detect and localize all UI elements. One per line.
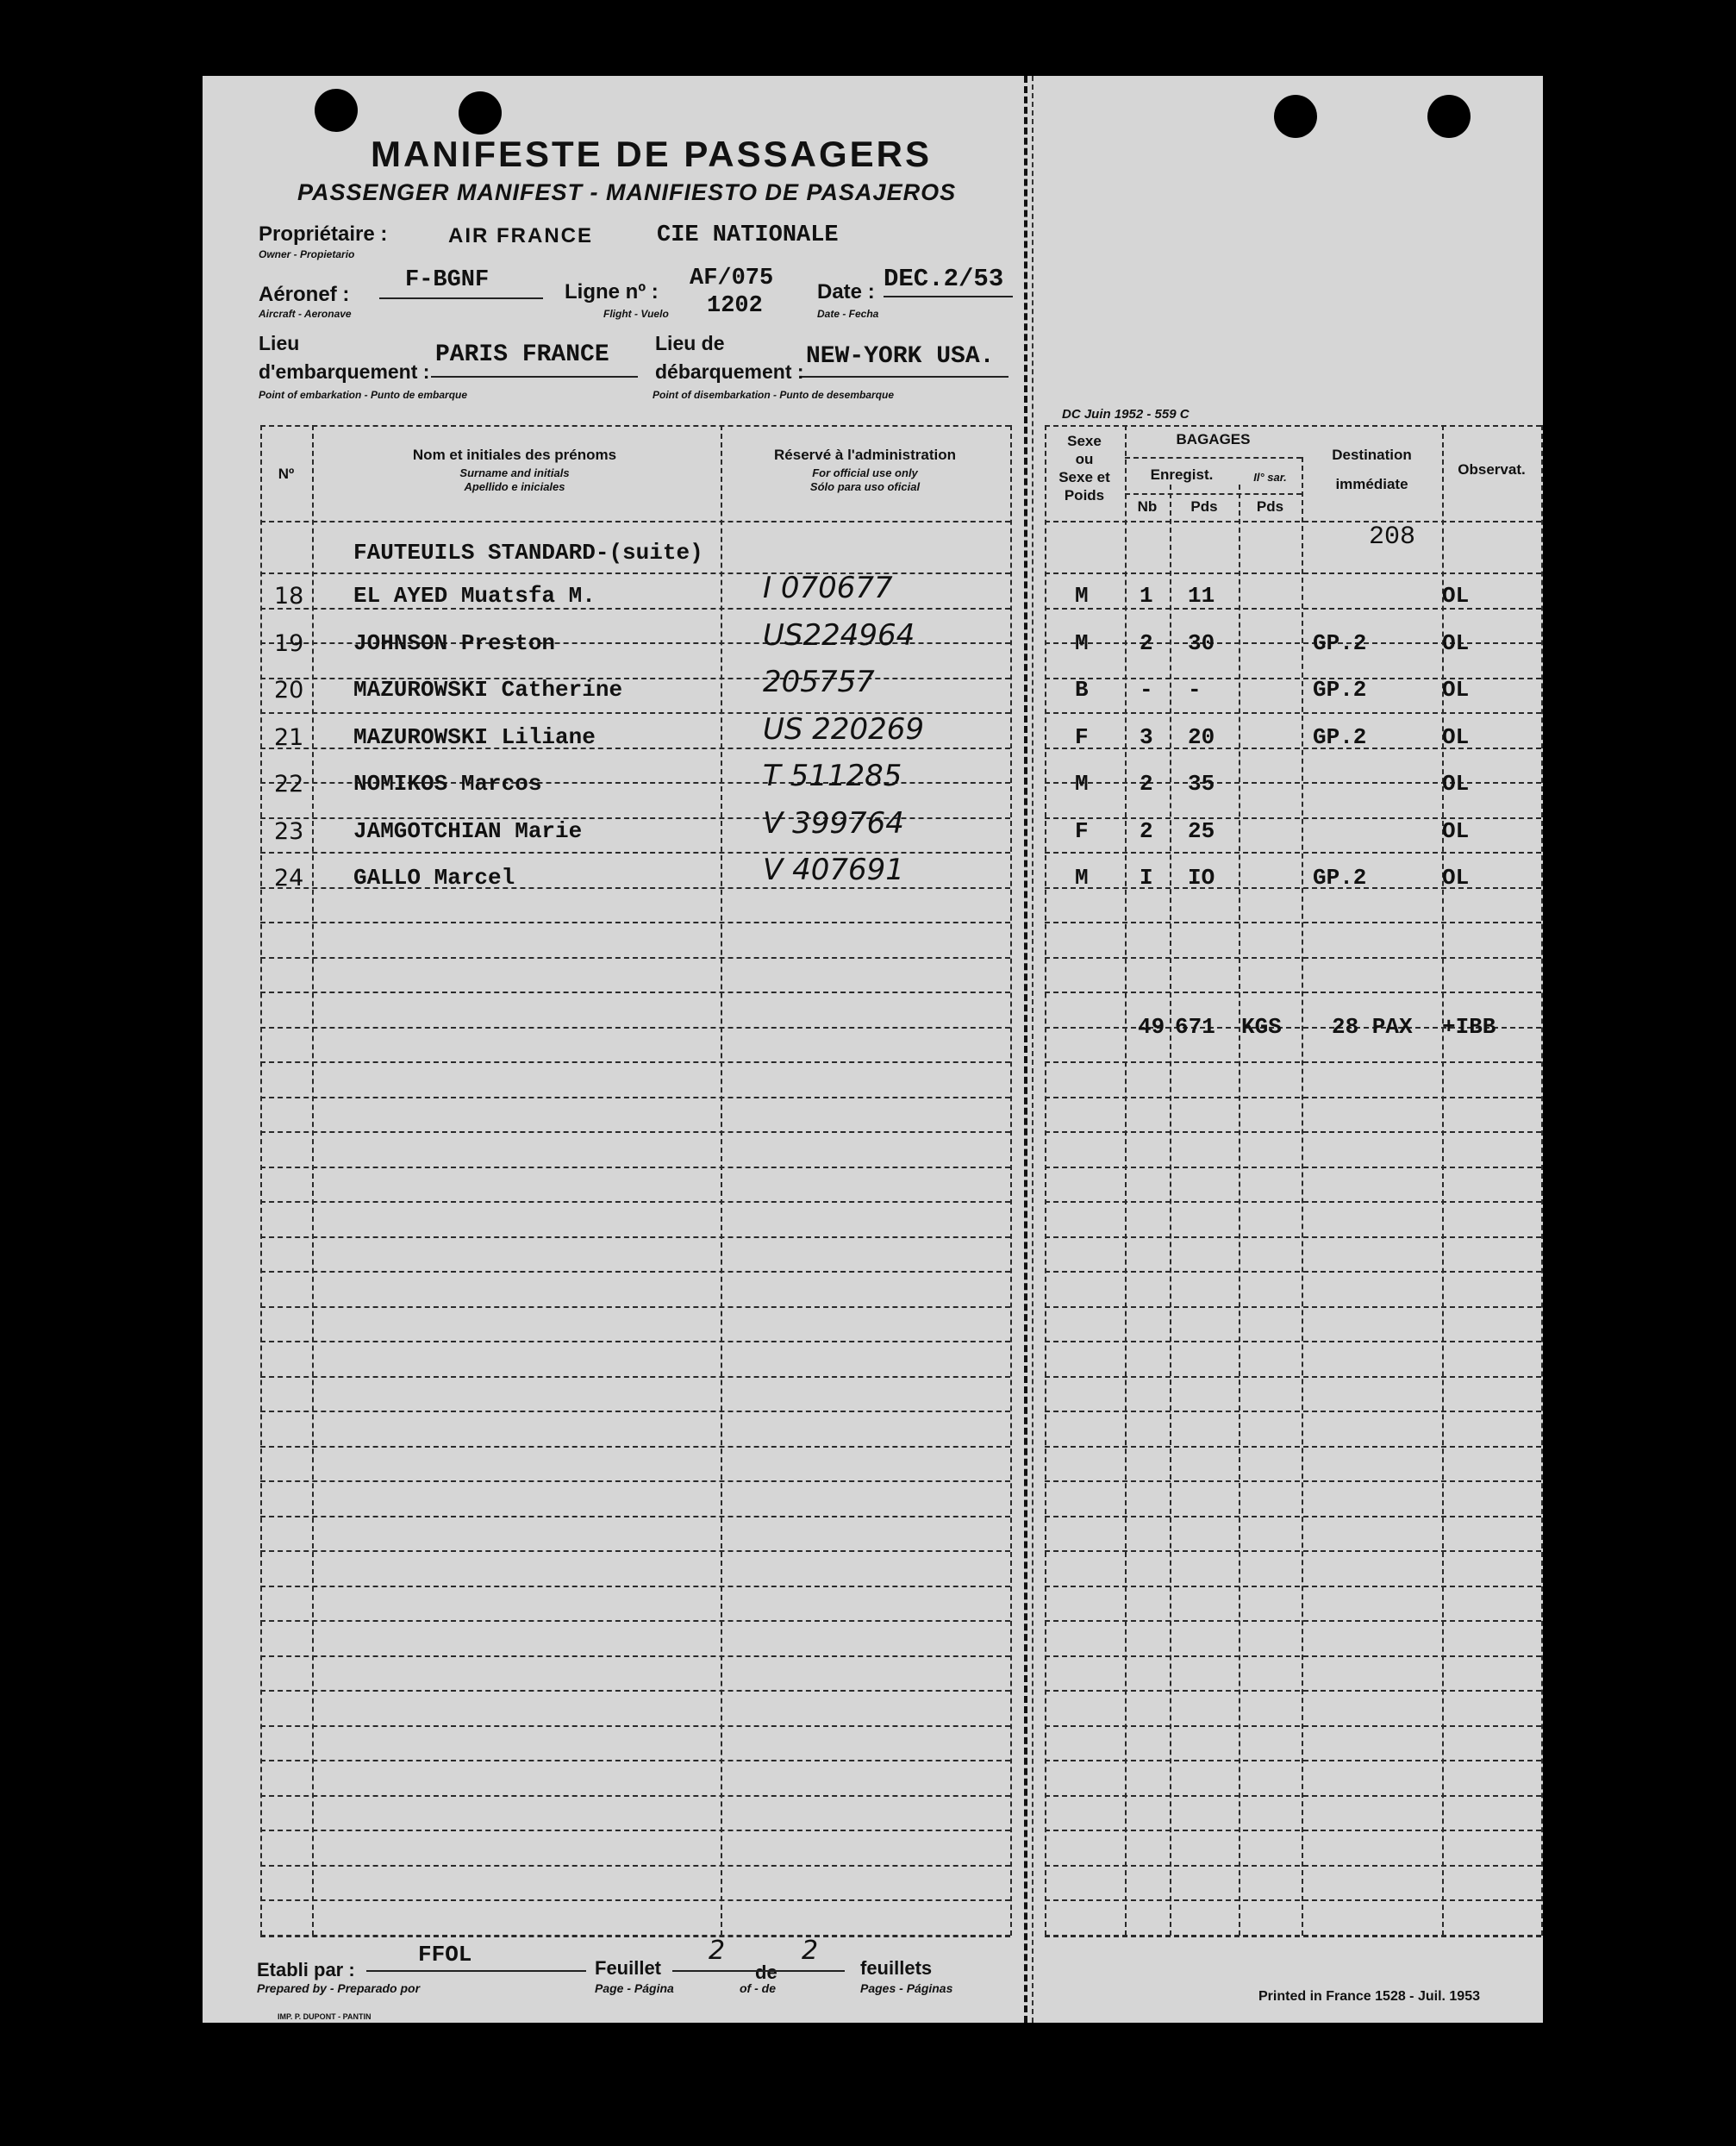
punch-hole-4 bbox=[1427, 95, 1471, 138]
grid-row-line bbox=[260, 1446, 1010, 1448]
row-number: 24 bbox=[274, 865, 304, 892]
date-underline bbox=[884, 296, 1013, 297]
grid-row-line bbox=[260, 1936, 1010, 1937]
punch-hole-3 bbox=[1274, 95, 1317, 138]
prepared-by-value: FFOL bbox=[418, 1942, 472, 1968]
grid-row-line bbox=[260, 1899, 1010, 1901]
grid-row-line bbox=[260, 1271, 1010, 1273]
embark-underline bbox=[431, 376, 638, 378]
grid-row-line bbox=[1045, 1690, 1541, 1692]
grid-row-line bbox=[260, 1480, 1010, 1482]
prepared-by-sub: Prepared by - Preparado por bbox=[257, 1981, 421, 1995]
disembark-label-2: débarquement : bbox=[655, 360, 804, 383]
grid-row-line bbox=[1045, 1411, 1541, 1412]
flight-value: AF/075 bbox=[690, 266, 774, 291]
row-admin-ref: 205757 bbox=[763, 665, 875, 699]
row-number: 23 bbox=[274, 818, 304, 845]
sheet-left-edge bbox=[203, 121, 228, 2023]
sheet-value: 2 bbox=[709, 1936, 726, 1966]
grid-row-line bbox=[260, 1760, 1010, 1761]
grid-row-line bbox=[260, 1027, 1010, 1029]
grid-row-line bbox=[260, 1795, 1010, 1797]
grid-row-line bbox=[1045, 1936, 1541, 1937]
col-admin-sub-1: For official use only bbox=[812, 466, 918, 479]
row-bag-weight: 30 bbox=[1188, 630, 1215, 656]
row-bag-count: 3 bbox=[1140, 724, 1153, 750]
carry-over-total: 208 bbox=[1369, 522, 1416, 552]
grid-row-line bbox=[1045, 1061, 1541, 1063]
grid-row-line bbox=[260, 1516, 1010, 1517]
printed-in-france: Printed in France 1528 - Juil. 1953 bbox=[1258, 1989, 1480, 2004]
col-nb-header: Nb bbox=[1137, 498, 1158, 515]
row-bag-count: 1 bbox=[1140, 583, 1153, 609]
row-observation: OL bbox=[1442, 724, 1470, 750]
row-admin-ref: V 399764 bbox=[763, 806, 904, 841]
grid-row-line bbox=[1045, 1271, 1541, 1273]
row-destination: GP.2 bbox=[1313, 724, 1367, 750]
row-observation: OL bbox=[1442, 865, 1470, 891]
form-reference: DC Juin 1952 - 559 C bbox=[1062, 407, 1190, 422]
grid-row-line bbox=[1045, 922, 1541, 923]
grid-row-line bbox=[1125, 457, 1302, 459]
row-admin-ref: US 220269 bbox=[763, 712, 925, 747]
col-excess-header: Il° sar. bbox=[1253, 471, 1287, 484]
grid-row-line bbox=[260, 1097, 1010, 1098]
grid-col-line bbox=[1239, 485, 1240, 1936]
row-sex: M bbox=[1075, 583, 1089, 609]
grid-row-line bbox=[1045, 957, 1541, 959]
owner-label: Propriétaire : bbox=[259, 222, 388, 246]
total-weight-unit: KGS bbox=[1241, 1014, 1282, 1040]
total-weight: 671 bbox=[1175, 1014, 1215, 1040]
manifest-title: MANIFESTE DE PASSAGERS bbox=[371, 134, 932, 174]
row-bag-weight: 35 bbox=[1188, 771, 1215, 797]
grid-row-line bbox=[1045, 1236, 1541, 1238]
grid-row-line bbox=[1045, 1550, 1541, 1552]
grid-row-line bbox=[1045, 1097, 1541, 1098]
embark-value: PARIS FRANCE bbox=[435, 341, 609, 368]
grid-row-line bbox=[1045, 1341, 1541, 1342]
grid-col-line bbox=[1125, 425, 1127, 1936]
grid-row-line bbox=[260, 572, 1010, 574]
row-number: 21 bbox=[274, 724, 304, 751]
row-number: 18 bbox=[274, 583, 304, 610]
grid-row-line bbox=[260, 1376, 1010, 1378]
sheet-underline bbox=[672, 1970, 845, 1972]
grid-row-line bbox=[260, 1201, 1010, 1203]
punch-hole-2 bbox=[459, 91, 502, 135]
grid-row-line bbox=[260, 1725, 1010, 1727]
grid-row-line bbox=[260, 1655, 1010, 1657]
col-dest-2: immédiate bbox=[1335, 476, 1408, 492]
grid-col-line bbox=[312, 425, 314, 1936]
grid-row-line bbox=[1045, 1795, 1541, 1797]
row-observation: OL bbox=[1442, 818, 1470, 844]
grid-row-line bbox=[1045, 712, 1541, 714]
grid-row-line bbox=[260, 1865, 1010, 1867]
col-name-sub-2: Apellido e iniciales bbox=[464, 480, 565, 493]
prepared-by-label: Etabli par : bbox=[257, 1959, 355, 1980]
owner-printed: AIR FRANCE bbox=[448, 224, 593, 247]
grid-row-line bbox=[1045, 1446, 1541, 1448]
col-dest-1: Destination bbox=[1332, 447, 1412, 463]
grid-row-line bbox=[260, 1061, 1010, 1063]
row-passenger-name: JOHNSON Preston bbox=[353, 630, 556, 656]
disembark-label-1: Lieu de bbox=[655, 332, 725, 354]
sheet-sub: Page - Página bbox=[595, 1981, 674, 1995]
col-sex-1: Sexe bbox=[1067, 433, 1102, 449]
embark-label-2: d'embarquement : bbox=[259, 360, 430, 383]
grid-row-line bbox=[1045, 1167, 1541, 1168]
flight-label: Ligne nº : bbox=[565, 280, 659, 303]
grid-col-line bbox=[1170, 485, 1171, 1936]
row-bag-count: 2 bbox=[1140, 771, 1153, 797]
col-sex-3: Sexe et bbox=[1058, 469, 1110, 485]
grid-row-line bbox=[260, 1620, 1010, 1622]
disembark-underline bbox=[802, 376, 1009, 378]
row-admin-ref: V 407691 bbox=[763, 853, 904, 887]
row-passenger-name: MAZUROWSKI Liliane bbox=[353, 724, 596, 750]
grid-row-line bbox=[1045, 1620, 1541, 1622]
disembark-label-sub: Point of disembarkation - Punto de desembarque bbox=[653, 389, 895, 401]
row-passenger-name: JAMGOTCHIAN Marie bbox=[353, 818, 583, 844]
row-sex: M bbox=[1075, 865, 1089, 891]
row-bag-count: 2 bbox=[1140, 818, 1153, 844]
row-sex: M bbox=[1075, 771, 1089, 797]
col-admin-sub-2: Sólo para uso oficial bbox=[809, 480, 921, 493]
row-passenger-name: EL AYED Muatsfa M. bbox=[353, 583, 596, 609]
sheets-label: feuillets bbox=[860, 1957, 933, 1979]
of-sub: of - de bbox=[740, 1981, 776, 1995]
manifest-subtitle: PASSENGER MANIFEST - MANIFIESTO DE PASAJEROS bbox=[297, 179, 957, 205]
owner-label-sub: Owner - Propietario bbox=[259, 248, 355, 260]
grid-row-line bbox=[260, 521, 1010, 522]
section-label: FAUTEUILS STANDARD-(suite) bbox=[353, 540, 703, 566]
grid-row-line bbox=[1045, 1865, 1541, 1867]
col-admin-header: Réservé à l'administration bbox=[774, 447, 956, 463]
row-bag-count: 2 bbox=[1140, 630, 1153, 656]
printer-imprint: IMP. P. DUPONT - PANTIN bbox=[278, 2012, 372, 2021]
row-bag-count: I bbox=[1140, 865, 1153, 891]
col-name-header: Nom et initiales des prénoms bbox=[412, 447, 617, 463]
grid-row-line bbox=[260, 1131, 1010, 1133]
row-bag-weight: - bbox=[1188, 677, 1202, 703]
date-label: Date : bbox=[817, 280, 875, 303]
row-bag-weight: IO bbox=[1188, 865, 1215, 891]
grid-row-line bbox=[1045, 1480, 1541, 1482]
punch-hole-1 bbox=[315, 89, 358, 132]
grid-row-line bbox=[260, 1830, 1010, 1831]
grid-row-line bbox=[1045, 1725, 1541, 1727]
grid-row-line bbox=[260, 1690, 1010, 1692]
row-destination: GP.2 bbox=[1313, 865, 1367, 891]
row-sex: M bbox=[1075, 630, 1089, 656]
row-number: 22 bbox=[274, 771, 304, 798]
grid-row-line bbox=[1045, 572, 1541, 574]
grid-row-line bbox=[260, 1550, 1010, 1552]
col-bagages-header: BAGAGES bbox=[1176, 431, 1251, 447]
grid-row-line bbox=[1045, 1760, 1541, 1761]
grid-col-line bbox=[721, 425, 722, 1936]
grid-row-line bbox=[1045, 992, 1541, 993]
total-bags: 49 bbox=[1138, 1014, 1165, 1040]
grid-row-line bbox=[1045, 521, 1541, 522]
center-perforation bbox=[1024, 76, 1027, 2023]
total-passengers: 28 PAX bbox=[1332, 1014, 1413, 1040]
grid-col-line bbox=[1541, 425, 1543, 1936]
col-pds-header: Pds bbox=[1190, 498, 1218, 515]
grid-row-line bbox=[260, 957, 1010, 959]
grid-row-line bbox=[260, 922, 1010, 923]
grid-row-line bbox=[1125, 493, 1302, 495]
aircraft-value: F-BGNF bbox=[405, 267, 490, 293]
row-destination: GP.2 bbox=[1313, 630, 1367, 656]
col-sex-2: ou bbox=[1075, 451, 1094, 467]
row-observation: OL bbox=[1442, 630, 1470, 656]
row-passenger-name: GALLO Marcel bbox=[353, 865, 515, 891]
grid-row-line bbox=[260, 1411, 1010, 1412]
grid-row-line bbox=[1045, 1201, 1541, 1203]
row-admin-ref: US224964 bbox=[763, 618, 915, 653]
col-no-header: Nº bbox=[278, 466, 295, 482]
grid-row-line bbox=[1045, 1376, 1541, 1378]
row-sex: B bbox=[1075, 677, 1089, 703]
sheet-label: Feuillet bbox=[595, 1957, 662, 1979]
grid-row-line bbox=[1045, 1306, 1541, 1308]
grid-row-line bbox=[1045, 1655, 1541, 1657]
row-passenger-name: MAZUROWSKI Catherine bbox=[353, 677, 623, 703]
embark-label-sub: Point of embarkation - Punto de embarque bbox=[259, 389, 468, 401]
grid-row-line bbox=[1045, 1586, 1541, 1587]
grid-row-line bbox=[1045, 852, 1541, 854]
col-obs-header: Observat. bbox=[1458, 461, 1526, 478]
row-bag-weight: 25 bbox=[1188, 818, 1215, 844]
row-admin-ref: T 511285 bbox=[763, 759, 902, 793]
sheets-sub: Pages - Páginas bbox=[860, 1981, 953, 1995]
aircraft-label: Aéronef : bbox=[259, 283, 350, 306]
of-value: 2 bbox=[802, 1936, 819, 1966]
grid-col-line bbox=[1045, 425, 1046, 1936]
row-bag-weight: 11 bbox=[1188, 583, 1215, 609]
grid-row-line bbox=[1045, 425, 1541, 427]
grid-row-line bbox=[1045, 1131, 1541, 1133]
row-admin-ref: I 070677 bbox=[763, 571, 893, 605]
center-perforation-2 bbox=[1032, 76, 1033, 2023]
row-number: 19 bbox=[274, 630, 304, 657]
grid-row-line bbox=[260, 1167, 1010, 1168]
disembark-value: NEW-YORK USA. bbox=[806, 343, 995, 370]
row-sex: F bbox=[1075, 724, 1089, 750]
date-label-sub: Date - Fecha bbox=[817, 308, 879, 320]
owner-typed: CIE NATIONALE bbox=[657, 222, 839, 248]
grid-row-line bbox=[260, 425, 1010, 427]
row-observation: OL bbox=[1442, 583, 1470, 609]
row-passenger-name: NOMIKOS Marcos bbox=[353, 771, 542, 797]
row-bag-weight: 20 bbox=[1188, 724, 1215, 750]
row-destination: GP.2 bbox=[1313, 677, 1367, 703]
aircraft-label-sub: Aircraft - Aeronave bbox=[259, 308, 352, 320]
prepared-by-underline bbox=[366, 1970, 586, 1972]
row-observation: OL bbox=[1442, 677, 1470, 703]
row-observation: OL bbox=[1442, 771, 1470, 797]
col-name-sub-1: Surname and initials bbox=[459, 466, 570, 479]
of-label: de bbox=[755, 1961, 777, 1983]
grid-row-line bbox=[260, 1306, 1010, 1308]
row-bag-count: - bbox=[1140, 677, 1153, 703]
row-number: 20 bbox=[274, 677, 304, 704]
flight-value-2: 1202 bbox=[707, 293, 763, 319]
col-sex-4: Poids bbox=[1064, 487, 1105, 504]
grid-row-line bbox=[260, 1586, 1010, 1587]
grid-row-line bbox=[1045, 1899, 1541, 1901]
grid-col-line bbox=[260, 425, 262, 1936]
grid-row-line bbox=[1045, 1830, 1541, 1831]
col-enreg-header: Enregist. bbox=[1150, 466, 1214, 483]
grid-col-line bbox=[1010, 425, 1012, 1936]
grid-row-line bbox=[260, 992, 1010, 993]
flight-label-sub: Flight - Vuelo bbox=[603, 308, 669, 320]
embark-label-1: Lieu bbox=[259, 332, 300, 354]
grid-row-line bbox=[260, 1236, 1010, 1238]
total-extra: +IBB bbox=[1442, 1014, 1496, 1040]
grid-row-line bbox=[260, 1341, 1010, 1342]
aircraft-underline bbox=[379, 297, 543, 299]
date-value: DEC.2/53 bbox=[884, 265, 1004, 293]
row-sex: F bbox=[1075, 818, 1089, 844]
grid-row-line bbox=[1045, 1516, 1541, 1517]
col-pds2-header: Pds bbox=[1256, 498, 1284, 515]
